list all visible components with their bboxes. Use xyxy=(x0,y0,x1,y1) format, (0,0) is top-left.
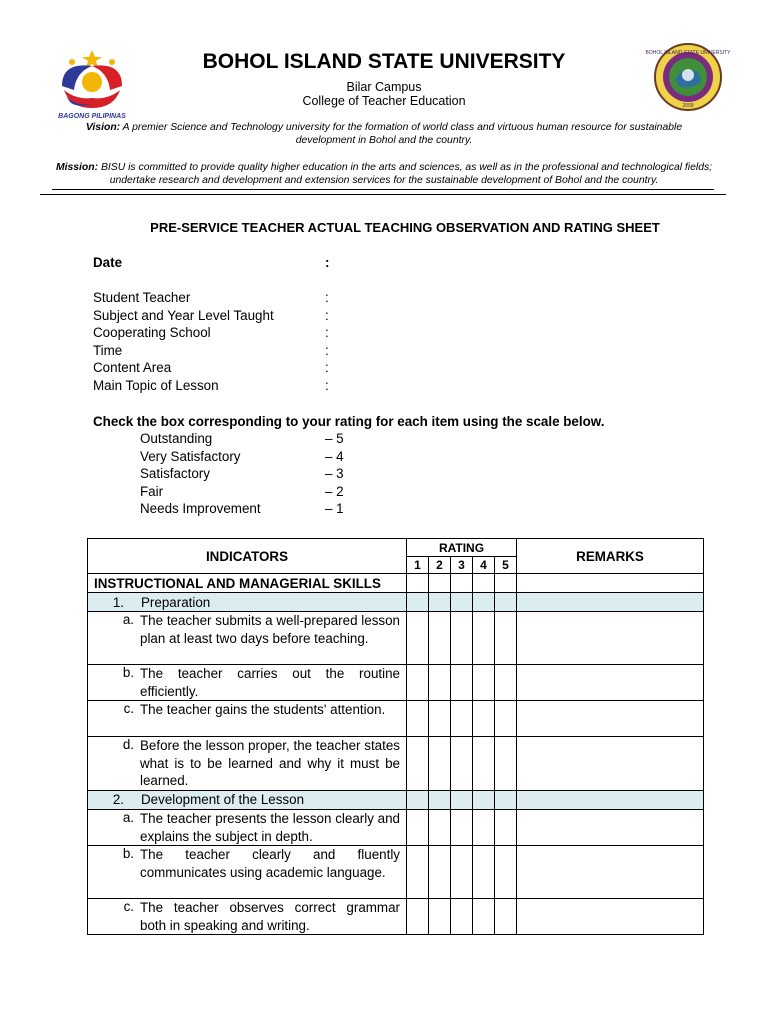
rating-box[interactable] xyxy=(407,809,429,845)
rating-box[interactable] xyxy=(407,899,429,935)
rating-box[interactable] xyxy=(495,790,517,809)
rating-header: RATING xyxy=(407,539,517,557)
rating-box[interactable] xyxy=(473,809,495,845)
rating-box[interactable] xyxy=(473,737,495,791)
rating-box[interactable] xyxy=(407,593,429,612)
rating-box[interactable] xyxy=(429,574,451,593)
subject-level-label: Subject and Year Level Taught xyxy=(93,308,274,323)
table-row xyxy=(88,665,704,701)
remarks-header: REMARKS xyxy=(517,539,704,574)
header-divider xyxy=(52,189,714,190)
rating-box[interactable] xyxy=(451,899,473,935)
rating-box[interactable] xyxy=(451,737,473,791)
remarks-cell[interactable] xyxy=(517,612,704,665)
rating-box[interactable] xyxy=(429,899,451,935)
rating-box[interactable] xyxy=(429,737,451,791)
sheet-title: PRE-SERVICE TEACHER ACTUAL TEACHING OBSERVATION AND RATING SHEET xyxy=(150,220,660,235)
rating-box[interactable] xyxy=(407,574,429,593)
content-area-label: Content Area xyxy=(93,360,172,375)
rating-box[interactable] xyxy=(473,790,495,809)
table-row xyxy=(88,737,704,791)
seal-text: BOHOL ISLAND STATE UNIVERSITY xyxy=(645,50,731,56)
rating-box[interactable] xyxy=(407,612,429,665)
main-topic-label: Main Topic of Lesson xyxy=(93,378,219,393)
item-letter: a. xyxy=(122,809,134,825)
mission-statement xyxy=(46,162,722,187)
rating-box[interactable] xyxy=(429,790,451,809)
item-text: The teacher submits a well-prepared lesson plan at least two days before teaching. xyxy=(140,613,400,646)
student-teacher-colon: : xyxy=(325,290,329,305)
category-row xyxy=(88,574,704,593)
rating-box[interactable] xyxy=(429,612,451,665)
time-label: Time xyxy=(93,343,123,358)
rating-box[interactable] xyxy=(451,593,473,612)
section-number: 2. xyxy=(112,792,124,808)
rating-box[interactable] xyxy=(429,665,451,701)
college-name: College of Teacher Education xyxy=(302,94,466,108)
date-label: Date xyxy=(93,255,123,270)
rating-box[interactable] xyxy=(495,809,517,845)
scale-label: Satisfactory xyxy=(140,466,210,481)
item-text: The teacher presents the lesson clearly and explains the subject in depth. xyxy=(140,810,400,844)
remarks-cell[interactable] xyxy=(517,665,704,701)
remarks-cell[interactable] xyxy=(517,899,704,935)
date-colon: : xyxy=(325,255,330,270)
rating-box[interactable] xyxy=(429,809,451,845)
main-topic-colon: : xyxy=(325,378,329,393)
indicators-header: INDICATORS xyxy=(88,539,407,574)
rating-box[interactable] xyxy=(451,846,473,899)
scale-label: Very Satisfactory xyxy=(140,449,241,464)
section-title: Development of the Lesson xyxy=(141,792,305,808)
table-row xyxy=(88,701,704,737)
rating-box[interactable] xyxy=(407,790,429,809)
section-title: Preparation xyxy=(141,594,211,610)
vision-label: Vision: xyxy=(85,122,121,133)
item-letter: c. xyxy=(123,701,134,717)
rating-col-5: 5 xyxy=(495,557,517,574)
rating-box[interactable] xyxy=(429,846,451,899)
scale-label: Fair xyxy=(140,484,164,499)
scale-value: – 1 xyxy=(325,501,344,516)
campus-name: Bilar Campus xyxy=(346,80,422,94)
rating-box[interactable] xyxy=(495,612,517,665)
rating-box[interactable] xyxy=(407,701,429,737)
vision-statement xyxy=(56,122,712,147)
cooperating-school-colon: : xyxy=(325,325,329,340)
rating-box[interactable] xyxy=(451,790,473,809)
table-row xyxy=(88,809,704,845)
rating-box[interactable] xyxy=(495,899,517,935)
logo-caption: BAGONG PILIPINAS xyxy=(58,113,126,120)
rating-col-4: 4 xyxy=(473,557,495,574)
rating-box[interactable] xyxy=(473,612,495,665)
item-letter: b. xyxy=(122,846,134,862)
item-text: The teacher carries out the routine efficiently. xyxy=(140,666,400,699)
university-name: BOHOL ISLAND STATE UNIVERSITY xyxy=(202,50,566,73)
rating-box[interactable] xyxy=(451,701,473,737)
seal-year: 2009 xyxy=(682,103,694,109)
section-row xyxy=(88,593,704,612)
rating-box[interactable] xyxy=(407,665,429,701)
rating-box[interactable] xyxy=(451,574,473,593)
scale-value: – 3 xyxy=(325,466,344,481)
rating-table xyxy=(87,538,704,935)
remarks-cell[interactable] xyxy=(517,809,704,845)
header-divider-2 xyxy=(40,194,726,195)
content-area-colon: : xyxy=(325,360,329,375)
rating-box[interactable] xyxy=(473,899,495,935)
remarks-cell[interactable] xyxy=(517,701,704,737)
rating-box[interactable] xyxy=(495,665,517,701)
table-row xyxy=(88,612,704,665)
rating-box[interactable] xyxy=(495,846,517,899)
remarks-cell[interactable] xyxy=(517,737,704,791)
scale-label: Needs Improvement xyxy=(140,501,261,516)
student-teacher-label: Student Teacher xyxy=(93,290,191,305)
item-text: The teacher gains the students' attention. xyxy=(140,702,386,718)
category-label: INSTRUCTIONAL AND MANAGERIAL SKILLS xyxy=(88,574,407,593)
rating-box[interactable] xyxy=(495,701,517,737)
mission-label: Mission: xyxy=(55,162,99,173)
rating-box[interactable] xyxy=(451,612,473,665)
rating-box[interactable] xyxy=(495,737,517,791)
item-text: Before the lesson proper, the teacher states what is to be learned and why it must be learned. xyxy=(140,738,400,789)
item-text: The teacher observes correct grammar both in speaking and writing. xyxy=(140,900,400,933)
scale-value: – 4 xyxy=(325,449,344,464)
rating-box[interactable] xyxy=(473,593,495,612)
rating-box[interactable] xyxy=(429,593,451,612)
vision-text: A premier Science and Technology university for the formation of world class and virtuous human resource for sustainable development in Bohol and the country. xyxy=(122,122,683,146)
rating-box[interactable] xyxy=(451,665,473,701)
rating-box[interactable] xyxy=(473,846,495,899)
scale-value: – 2 xyxy=(325,484,344,499)
table-row xyxy=(88,899,704,935)
rating-col-1: 1 xyxy=(407,557,429,574)
rating-box[interactable] xyxy=(407,737,429,791)
remarks-cell[interactable] xyxy=(517,574,704,593)
cooperating-school-label: Cooperating School xyxy=(93,325,211,340)
rating-box[interactable] xyxy=(473,701,495,737)
rating-box[interactable] xyxy=(473,665,495,701)
rating-box[interactable] xyxy=(495,593,517,612)
table-row xyxy=(88,846,704,899)
subject-level-colon: : xyxy=(325,308,329,323)
scale-value: – 5 xyxy=(325,431,344,446)
rating-box[interactable] xyxy=(473,574,495,593)
rating-box[interactable] xyxy=(407,846,429,899)
rating-col-3: 3 xyxy=(451,557,473,574)
item-letter: c. xyxy=(123,899,134,915)
remarks-cell[interactable] xyxy=(517,593,704,612)
item-letter: b. xyxy=(122,665,134,680)
rating-box[interactable] xyxy=(429,701,451,737)
item-text: The teacher clearly and fluently communicates using academic language. xyxy=(140,847,400,880)
rating-col-2: 2 xyxy=(429,557,451,574)
rating-box[interactable] xyxy=(495,574,517,593)
remarks-cell[interactable] xyxy=(517,790,704,809)
rating-instruction: Check the box corresponding to your rating for each item using the scale below. xyxy=(93,414,605,429)
item-letter: a. xyxy=(122,612,134,627)
time-colon: : xyxy=(325,343,329,358)
remarks-cell[interactable] xyxy=(517,846,704,899)
item-letter: d. xyxy=(122,737,134,753)
rating-box[interactable] xyxy=(451,809,473,845)
scale-label: Outstanding xyxy=(140,431,213,446)
mission-text: BISU is committed to provide quality higher education in the arts and sciences, as well as in the professional and technological fields; undertake research and development and extension services for the sustainable development of Bohol and the country. xyxy=(100,162,713,186)
section-row xyxy=(88,790,704,809)
section-number: 1. xyxy=(112,594,124,610)
